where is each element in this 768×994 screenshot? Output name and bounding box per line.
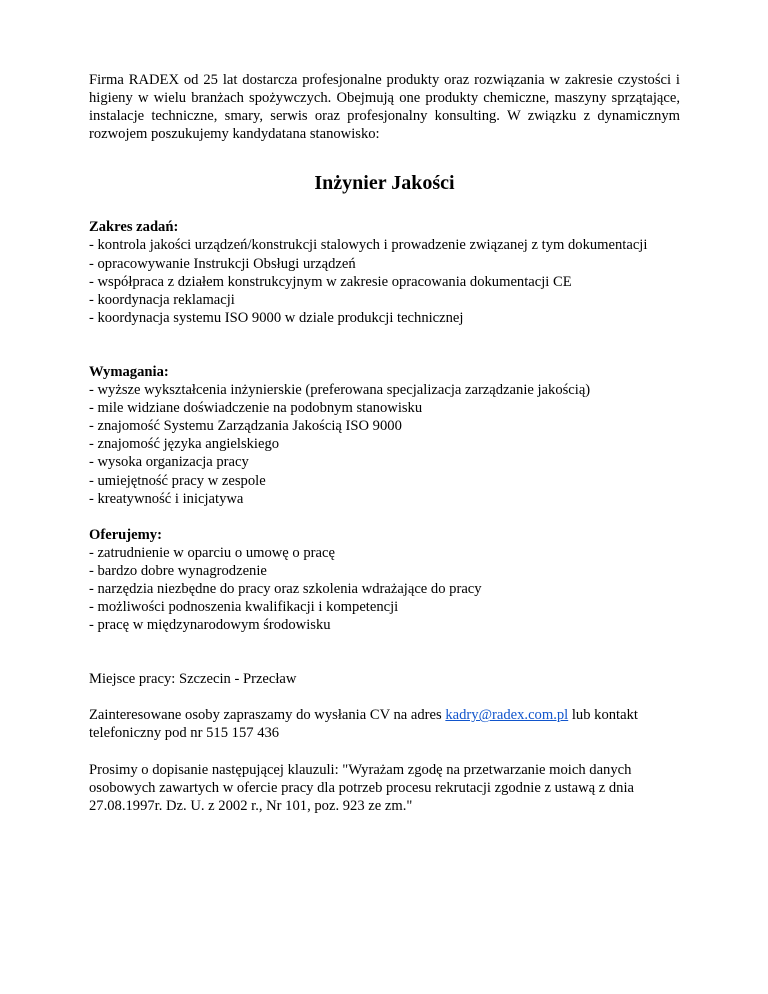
email-link[interactable]: kadry@radex.com.pl — [445, 707, 569, 724]
consent-clause: Prosimy o dopisanie następującej klauzuli: "Wyrażam zgodę na przetwarzanie moich danych osobowych zawartych w ofercie pracy dla potrzeb procesu rekrutacji zgodnie z ustawą z dnia 27.08.1997r. Dz. U. z 2002 r., Nr 101, poz. 923 ze zm." — [89, 761, 634, 814]
contact-text-after: lub kontakt telefoniczny pod nr 515 157 436 — [89, 707, 638, 742]
job-title: Inżynier Jakości — [314, 172, 455, 195]
list-item: - współpraca z działem konstrukcyjnym w zakresie opracowania dokumentacji CE — [89, 273, 572, 290]
oferujemy-heading: Oferujemy: — [89, 526, 162, 543]
list-item: - wysoka organizacja pracy — [89, 454, 249, 471]
section-oferujemy — [89, 526, 680, 635]
section-wymagania — [89, 363, 680, 508]
oferujemy-list — [89, 544, 680, 634]
contact-paragraph — [89, 706, 680, 742]
list-item: - pracę w międzynarodowym środowisku — [89, 617, 331, 634]
section-zakres — [89, 218, 680, 327]
list-item: - znajomość języka angielskiego — [89, 436, 280, 453]
wymagania-list — [89, 381, 680, 508]
list-item: - zatrudnienie w oparciu o umowę o pracę — [89, 544, 335, 561]
list-item: - opracowywanie Instrukcji Obsługi urządzeń — [89, 255, 356, 272]
list-item: - narzędzia niezbędne do pracy oraz szkolenia wdrażające do pracy — [89, 580, 482, 597]
list-item: - koordynacja reklamacji — [89, 291, 235, 308]
document-body — [89, 71, 680, 815]
list-item: - umiejętność pracy w zespole — [89, 472, 266, 489]
list-item: - mile widziane doświadczenie na podobnym stanowisku — [89, 400, 423, 417]
list-item: - możliwości podnoszenia kwalifikacji i kompetencji — [89, 599, 399, 616]
list-item: - koordynacja systemu ISO 9000 w dziale produkcji technicznej — [89, 309, 464, 326]
intro-paragraph: Firma RADEX od 25 lat dostarcza profesjonalne produkty oraz rozwiązania w zakresie czystości i higieny w wielu branżach spożywczych. Obejmują one produkty chemiczne, maszyny sprzątające, instalacje techniczne, smary, serwis oraz profesjonalny konsulting. W związku z dynamicznym rozwojem poszukujemy kandydatana stanowisko: — [89, 72, 680, 143]
location-line: Miejsce pracy: Szczecin - Przecław — [89, 671, 297, 688]
zakres-heading: Zakres zadań: — [89, 219, 179, 236]
contact-text-before: Zainteresowane osoby zapraszamy do wysłania CV na adres — [89, 707, 446, 724]
zakres-list — [89, 236, 680, 326]
list-item: - znajomość Systemu Zarządzania Jakością ISO 9000 — [89, 418, 402, 435]
list-item: - bardzo dobre wynagrodzenie — [89, 562, 267, 579]
list-item: - kontrola jakości urządzeń/konstrukcji stalowych i prowadzenie związanej z tym dokumentacji — [89, 237, 648, 254]
list-item: - kreatywność i inicjatywa — [89, 490, 244, 507]
wymagania-heading: Wymagania: — [89, 363, 169, 380]
list-item: - wyższe wykształcenia inżynierskie (preferowana specjalizacja zarządzanie jakością) — [89, 382, 591, 399]
